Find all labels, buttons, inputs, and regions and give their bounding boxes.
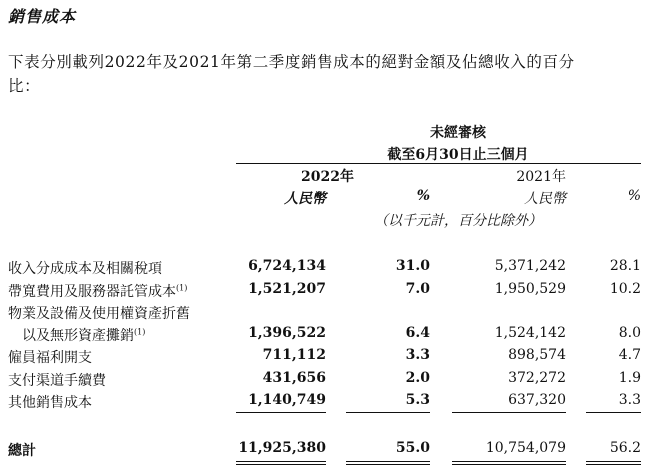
row-value-2022: 1,521,207 xyxy=(248,281,326,297)
row-value-2021: 637,320 xyxy=(508,392,566,408)
row-pct-2022: 7.0 xyxy=(405,281,430,297)
header-year-2021: 2021年 xyxy=(516,169,566,185)
row-value-2021: 372,272 xyxy=(508,370,566,386)
total-rule-3a xyxy=(452,461,566,462)
total-value-2021: 10,754,079 xyxy=(485,440,566,456)
row-value-2022: 1,140,749 xyxy=(248,392,326,408)
row-value-2021: 5,371,242 xyxy=(494,258,566,274)
row-pct-2022: 5.3 xyxy=(405,392,430,408)
row-pct-2022: 3.3 xyxy=(405,347,430,363)
total-label: 總計 xyxy=(8,443,36,459)
row-value-2021: 1,950,529 xyxy=(494,281,566,297)
row-label-continued: 以及無形資產攤銷$^{(1)}$ xyxy=(22,327,146,344)
row-pct-2021: 1.9 xyxy=(618,370,641,386)
row-pct-2021: 4.7 xyxy=(618,347,641,363)
row-pct-2021: 3.3 xyxy=(618,392,641,408)
row-label: 其他銷售成本 xyxy=(8,395,92,411)
header-year-2022: 2022年 xyxy=(301,169,354,185)
header-pct-2021: % xyxy=(627,188,641,204)
total-rule-1a xyxy=(236,461,326,462)
row-pct-2022: 6.4 xyxy=(405,325,430,341)
header-rmb-2022: 人民幣 xyxy=(284,191,326,207)
row-value-2021: 898,574 xyxy=(508,347,566,363)
total-rule-1b xyxy=(236,464,326,465)
row-value-2022: 6,724,134 xyxy=(248,258,326,274)
subtotal-rule-1 xyxy=(236,412,326,413)
total-pct-2021: 56.2 xyxy=(609,440,641,456)
row-label: 帶寬費用及服務器託管成本$^{(1)}$ xyxy=(8,283,188,300)
row-label: 支付渠道手續費 xyxy=(8,373,106,389)
row-pct-2021: 8.0 xyxy=(618,325,641,341)
section-title: 銷售成本 xyxy=(8,7,77,26)
subtotal-rule-4 xyxy=(586,412,641,413)
intro-line-1: 下表分別載列2022年及2021年第二季度銷售成本的絕對金額及佔總收入的百分 xyxy=(8,53,575,71)
header-rmb-2021: 人民幣 xyxy=(524,191,566,207)
row-pct-2021: 28.1 xyxy=(609,258,641,274)
header-pct-2022: % xyxy=(416,188,430,204)
total-rule-3b xyxy=(452,464,566,465)
total-pct-2022: 55.0 xyxy=(395,440,430,456)
intro-line-2: 比： xyxy=(8,77,41,95)
row-value-2022: 431,656 xyxy=(262,370,326,386)
row-value-2022: 1,396,522 xyxy=(248,325,326,341)
row-value-2021: 1,524,142 xyxy=(494,325,566,341)
row-label: 僱員福利開支 xyxy=(8,350,92,366)
total-rule-4a xyxy=(586,461,641,462)
total-rule-4b xyxy=(586,464,641,465)
header-rule xyxy=(236,163,641,164)
total-rule-2a xyxy=(346,461,430,462)
row-pct-2022: 31.0 xyxy=(395,258,430,274)
subtotal-rule-3 xyxy=(452,412,566,413)
row-value-2022: 711,112 xyxy=(262,347,326,363)
total-value-2022: 11,925,380 xyxy=(238,440,326,456)
subtotal-rule-2 xyxy=(346,412,430,413)
total-rule-2b xyxy=(346,464,430,465)
header-unaudited: 未經審核 xyxy=(430,125,486,141)
row-pct-2021: 10.2 xyxy=(609,281,641,297)
row-label: 物業及設備及使用權資產折舊 xyxy=(8,306,190,322)
header-unit-note: （以千元計，百分比除外） xyxy=(374,213,542,229)
header-period: 截至6月30日止三個月 xyxy=(387,147,529,163)
row-label: 收入分成成本及相關稅項 xyxy=(8,261,162,277)
row-pct-2022: 2.0 xyxy=(405,370,430,386)
